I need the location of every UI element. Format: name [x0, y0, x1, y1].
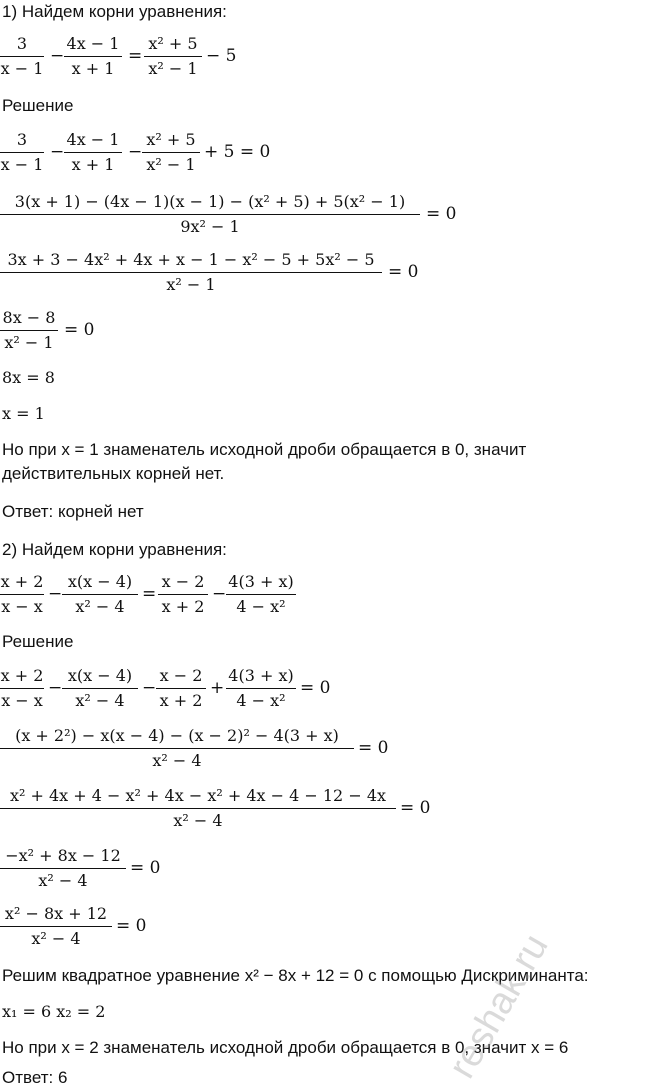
fraction: x² + 4x + 4 − x² + 4x − x² + 4x − 4 − 12 − 4x x² − 4	[0, 786, 396, 831]
task2-heading: 2) Найдем корни уравнения:	[2, 540, 227, 559]
fraction: 3x + 3 − 4x² + 4x + x − 1 − x² − 5 + 5x² − 5 x² − 1	[0, 250, 382, 295]
fraction: 3(x + 1) − (4x − 1)(x − 1) − (x² + 5) + 5(x² − 1) 9x² − 1	[0, 192, 420, 237]
fraction: x(x − 4) x² − 4	[62, 572, 138, 617]
fraction: −x² + 8x − 12 x² − 4	[0, 846, 126, 891]
task1-note-line2: действительных корней нет.	[2, 464, 225, 483]
fraction: x − 2 x + 2	[158, 572, 208, 617]
fraction: x − 2 x + 2	[156, 666, 206, 711]
fraction: (x + 2²) − x(x − 4) − (x − 2)² − 4(3 + x) x² − 4	[0, 726, 354, 771]
task1-heading: 1) Найдем корни уравнения:	[2, 2, 227, 21]
fraction: x(x − 4) x² − 4	[62, 666, 138, 711]
task1-answer: Ответ: корней нет	[2, 502, 144, 521]
fraction: x² + 5 x² − 1	[144, 34, 202, 79]
task2-note: Но при x = 2 знаменатель исходной дроби обращается в 0, значит x = 6	[2, 1038, 569, 1057]
task1-note-line1: Но при x = 1 знаменатель исходной дроби обращается в 0, значит	[2, 440, 527, 459]
fraction: 4x − 1 x + 1	[64, 130, 122, 175]
fraction: 4x − 1 x + 1	[64, 34, 122, 79]
fraction: x² + 5 x² − 1	[142, 130, 200, 175]
solution-label: Решение	[2, 632, 74, 651]
task2-quadratic-note: Решим квадратное уравнение x² − 8x + 12 = 0 с помощью Дискриминанта:	[2, 966, 589, 985]
solution-label: Решение	[2, 96, 74, 115]
task1-step5: 8x = 8	[2, 368, 55, 387]
fraction: 3 x − 1	[0, 130, 44, 174]
task2-roots: x₁ = 6 x₂ = 2	[2, 1002, 106, 1021]
task1-step6: x = 1	[2, 404, 45, 423]
fraction: x + 2 x − x	[0, 666, 44, 710]
fraction: 4(3 + x) 4 − x²	[226, 666, 296, 711]
fraction: x² − 8x + 12 x² − 4	[0, 904, 112, 949]
fraction: 8x − 8 x² − 1	[0, 308, 58, 353]
task2-answer: Ответ: 6	[2, 1068, 68, 1087]
fraction: 4(3 + x) 4 − x²	[226, 572, 296, 617]
fraction: x + 2 x − x	[0, 572, 44, 616]
fraction: 3 x − 1	[0, 34, 44, 78]
watermark: reshak.ru	[440, 927, 557, 1086]
